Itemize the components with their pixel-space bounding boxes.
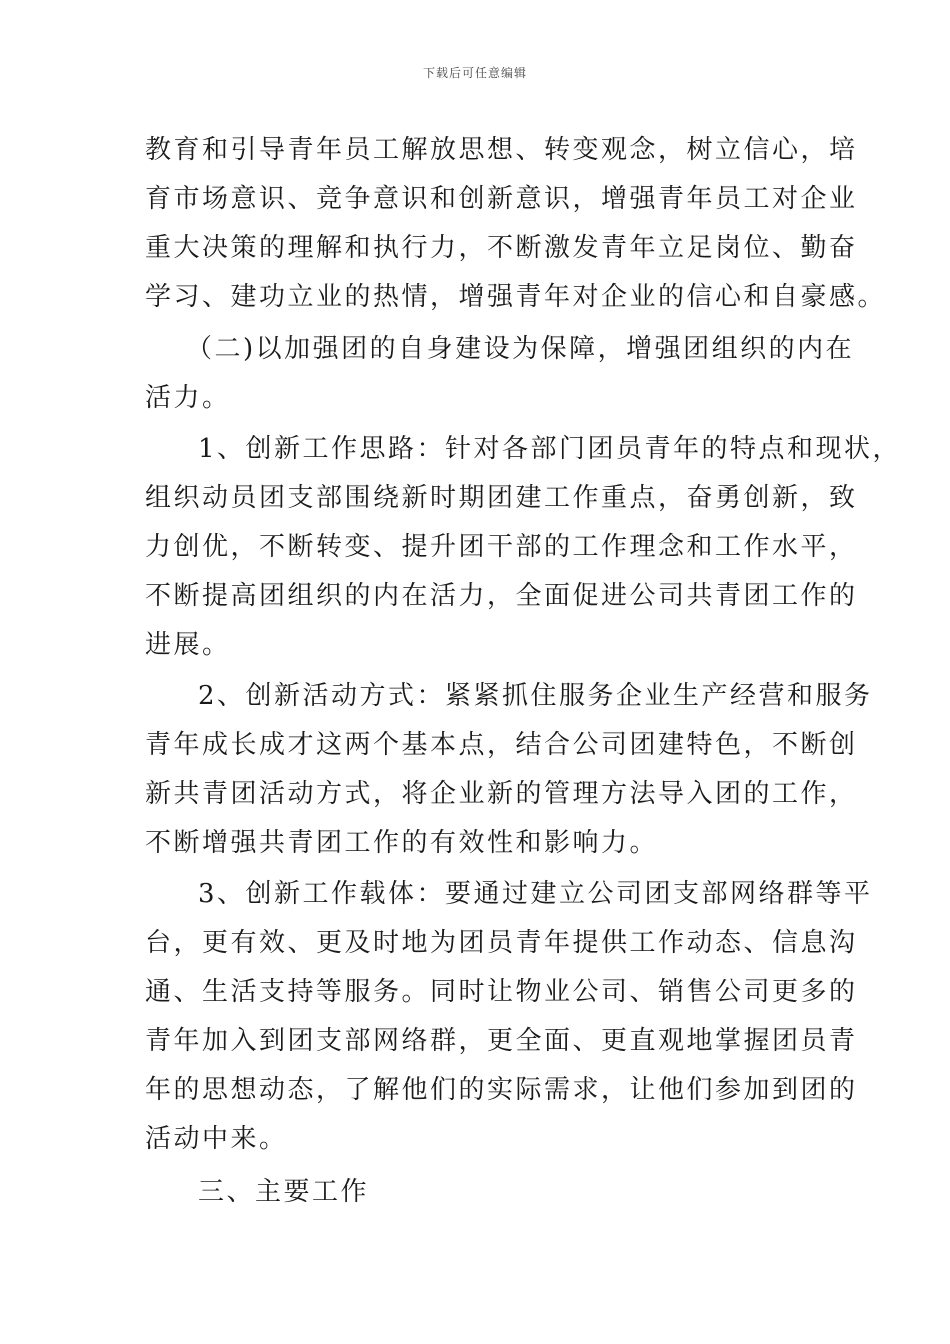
text-line: 学习、建功立业的热情，增强青年对企业的信心和自豪感。	[145, 282, 887, 312]
text-line: 不断增强共青团工作的有效性和影响力。	[145, 828, 659, 858]
text-line: 活力。	[145, 383, 231, 413]
paragraph-item-2-start: 2、创新活动方式：紧紧抓住服务企业生产经营和服务	[198, 681, 873, 711]
text-line: 台，更有效、更及时地为团员青年提供工作动态、信息沟	[145, 928, 858, 958]
text-line: 青年加入到团支部网络群，更全面、更直观地掌握团员青	[145, 1026, 858, 1056]
section-heading: （二)以加强团的自身建设为保障，增强团组织的内在	[186, 334, 855, 364]
paragraph-item-3-start: 3、创新工作载体：要通过建立公司团支部网络群等平	[198, 879, 873, 909]
section-heading-main-work: 三、主要工作	[198, 1177, 370, 1207]
text-line: 组织动员团支部围绕新时期团建工作重点，奋勇创新，致	[145, 483, 858, 513]
paragraph-item-1-start: 1、创新工作思路：针对各部门团员青年的特点和现状，	[198, 434, 902, 464]
text-line: 进展。	[145, 630, 231, 660]
text-line: 教育和引导青年员工解放思想、转变观念，树立信心，培	[145, 135, 858, 165]
page-header-note: 下载后可任意编辑	[422, 66, 527, 80]
text-line: 通、生活支持等服务。同时让物业公司、销售公司更多的	[145, 977, 858, 1007]
text-line: 青年成长成才这两个基本点，结合公司团建特色，不断创	[145, 730, 858, 760]
text-line: 力创优，不断转变、提升团干部的工作理念和工作水平，	[145, 532, 858, 562]
text-line: 年的思想动态，了解他们的实际需求，让他们参加到团的	[145, 1075, 858, 1105]
text-line: 不断提高团组织的内在活力，全面促进公司共青团工作的	[145, 581, 858, 611]
text-line: 育市场意识、竞争意识和创新意识，增强青年员工对企业	[145, 184, 858, 214]
text-line: 重大决策的理解和执行力，不断激发青年立足岗位、勤奋	[145, 233, 858, 263]
text-line: 活动中来。	[145, 1124, 288, 1154]
text-line: 新共青团活动方式，将企业新的管理方法导入团的工作，	[145, 779, 858, 809]
